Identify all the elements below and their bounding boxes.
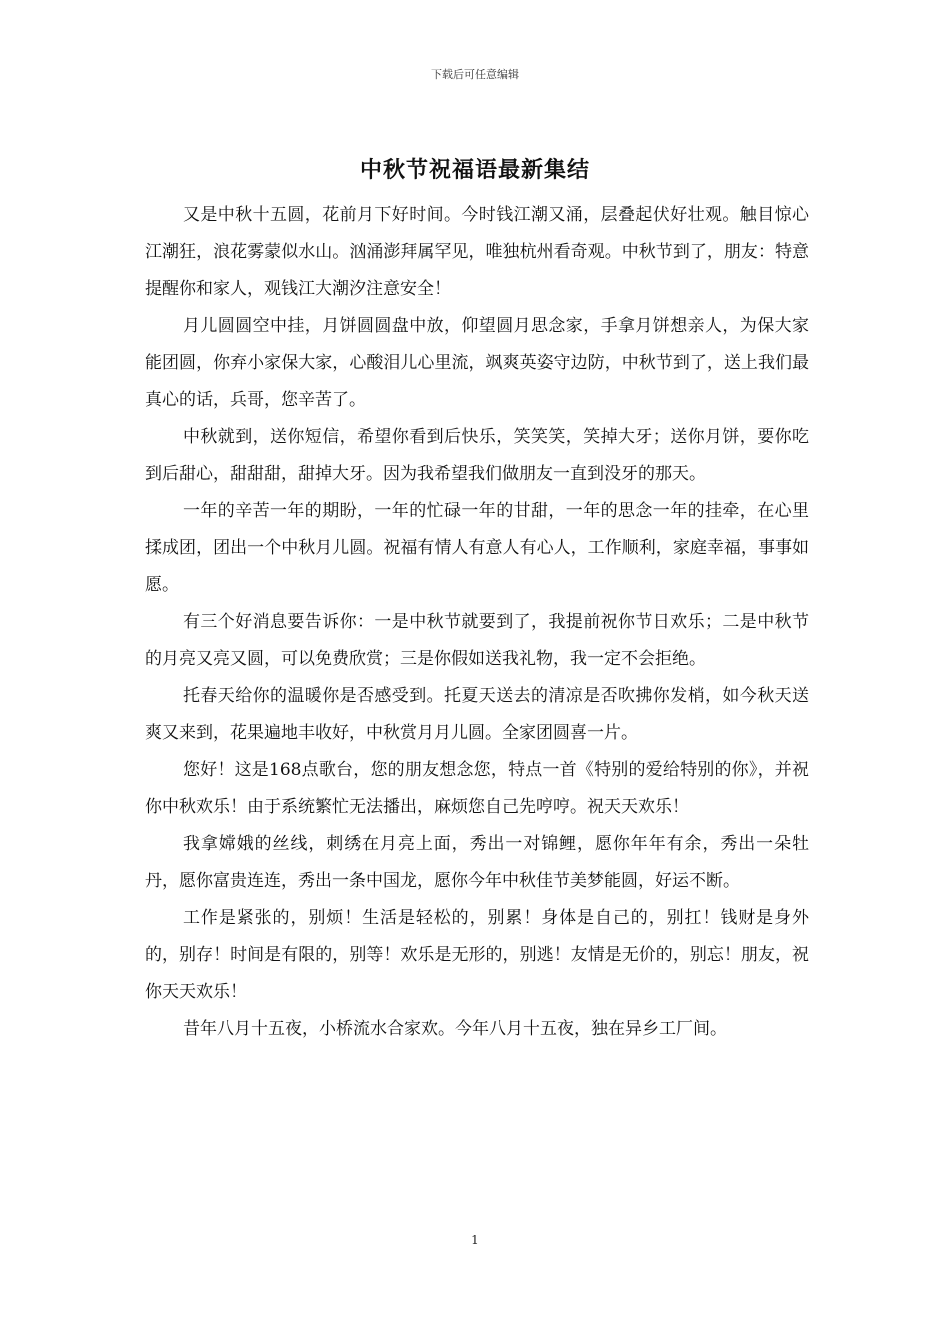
paragraph: 一年的辛苦一年的期盼，一年的忙碌一年的甘甜，一年的思念一年的挂牵，在心里揉成团，团出一个中秋月儿圆。祝福有情人有意人有心人，工作顺利，家庭幸福，事事如愿。: [145, 501, 809, 595]
paragraph: 昔年八月十五夜，小桥流水合家欢。今年八月十五夜，独在异乡工厂间。: [183, 1019, 727, 1039]
paragraph: 工作是紧张的，别烦！生活是轻松的，别累！身体是自己的，别扛！钱财是身外的，别存！时间是有限的，别等！欢乐是无形的，别逃！友情是无价的，别忘！朋友，祝你天天欢乐！: [145, 908, 809, 1002]
paragraph: 有三个好消息要告诉你：一是中秋节就要到了，我提前祝你节日欢乐；二是中秋节的月亮又亮又圆，可以免费欣赏；三是你假如送我礼物，我一定不会拒绝。: [145, 612, 809, 669]
paragraph: 我拿嫦娥的丝线，刺绣在月亮上面，秀出一对锦鲤，愿你年年有余，秀出一朵牡丹，愿你富贵连连，秀出一条中国龙，愿你今年中秋佳节美梦能圆，好运不断。: [145, 834, 809, 891]
paragraph: 中秋就到，送你短信，希望你看到后快乐，笑笑笑，笑掉大牙；送你月饼，要你吃到后甜心，甜甜甜，甜掉大牙。因为我希望我们做朋友一直到没牙的那天。: [145, 427, 809, 484]
paragraph: 又是中秋十五圆，花前月下好时间。今时钱江潮又涌，层叠起伏好壮观。触目惊心江潮狂，浪花雾蒙似水山。汹涌澎拜属罕见，唯独杭州看奇观。中秋节到了，朋友：特意提醒你和家人，观钱江大潮汐注意安全！: [145, 205, 809, 299]
page-number: 1: [471, 1233, 479, 1247]
paragraph: 月儿圆圆空中挂，月饼圆圆盘中放，仰望圆月思念家，手拿月饼想亲人，为保大家能团圆，你弃小家保大家，心酸泪儿心里流，飒爽英姿守边防，中秋节到了，送上我们最真心的话，兵哥，您辛苦了。: [145, 316, 809, 410]
header-note: 下载后可任意编辑: [431, 68, 519, 81]
document-title: 中秋节祝福语最新集结: [359, 157, 590, 183]
document-body: [145, 197, 809, 1048]
paragraph: 您好！这是168点歌台，您的朋友想念您，特点一首《特别的爱给特别的你》，并祝你中秋欢乐！由于系统繁忙无法播出，麻烦您自己先哼哼。祝天天欢乐！: [145, 760, 809, 817]
paragraph: 托春天给你的温暖你是否感受到。托夏天送去的清凉是否吹拂你发梢，如今秋天送爽又来到，花果遍地丰收好，中秋赏月月儿圆。全家团圆喜一片。: [145, 686, 809, 743]
